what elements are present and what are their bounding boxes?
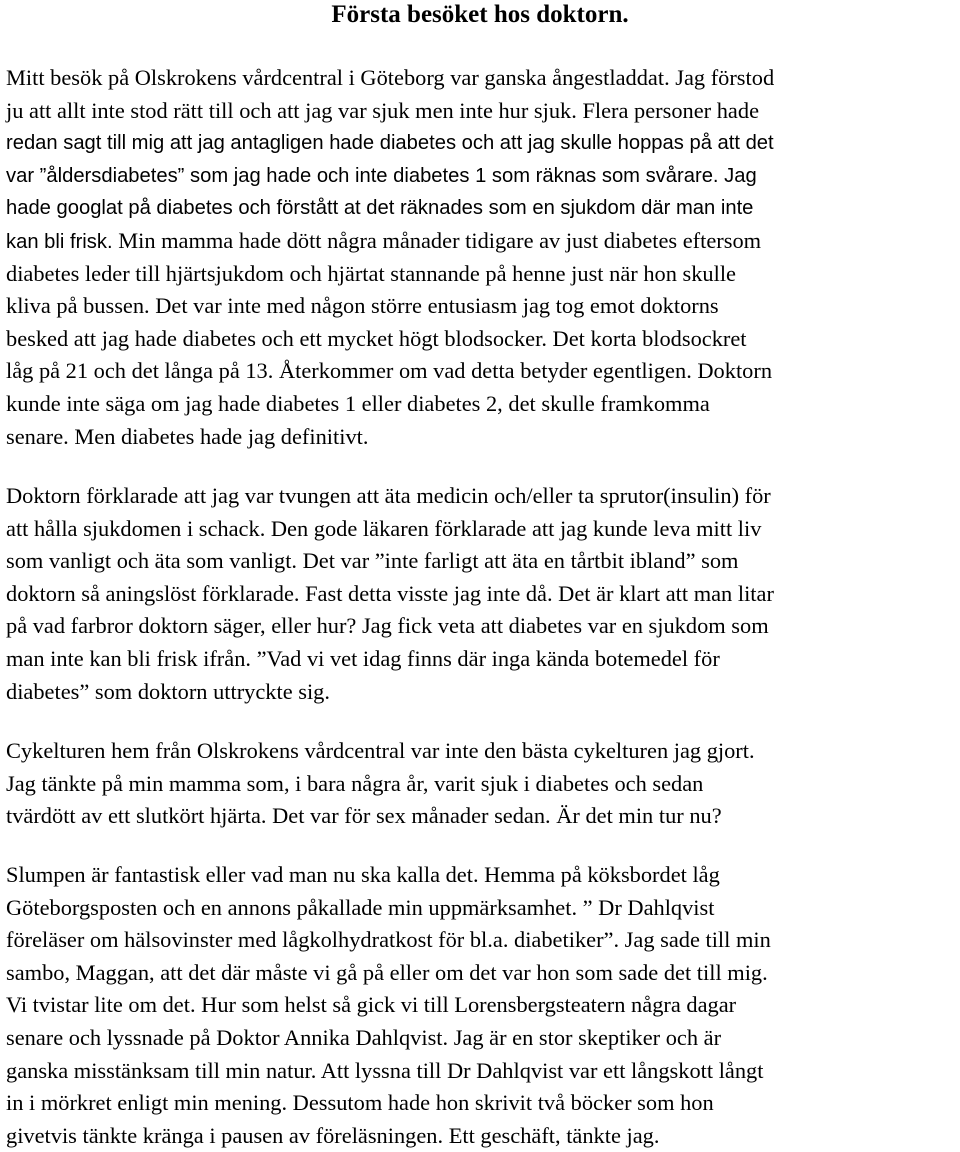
paragraph-line: ju att allt inte stod rätt till och att jag var sjuk men inte hur sjuk. Flera personer hade	[6, 97, 760, 123]
paragraph-line: hade googlat på diabetes och förstått at det räknades som en sjukdom där man inte	[6, 197, 754, 220]
paragraph-line: kunde inte säga om jag hade diabetes 1 eller diabetes 2, det skulle framkomma	[6, 390, 710, 416]
paragraph-line: som vanligt och äta som vanligt. Det var ”inte farligt att äta en tårtbit ibland” som	[6, 548, 739, 574]
paragraph-line: senare och lyssnade på Doktor Annika Dahlqvist. Jag är en stor skeptiker och är	[6, 1024, 722, 1050]
paragraph-line: föreläser om hälsovinster med lågkolhydratkost för bl.a. diabetiker”. Jag sade till min	[6, 927, 771, 953]
paragraph-line: var ”åldersdiabetes” som jag hade och inte diabetes 1 som räknas som svårare. Jag	[6, 164, 757, 187]
line-segment: kan bli frisk.	[6, 230, 119, 253]
paragraph-line: senare. Men diabetes hade jag definitivt.	[6, 423, 369, 449]
paragraph-line: diabetes leder till hjärtsjukdom och hjärtat stannande på henne just när hon skulle	[6, 260, 736, 286]
paragraph-line: tvärdött av ett slutkört hjärta. Det var för sex månader sedan. Är det min tur nu?	[6, 803, 722, 829]
paragraph-line: att hålla sjukdomen i schack. Den gode läkaren förklarade att jag kunde leva mitt liv	[6, 515, 762, 541]
paragraph-line	[6, 225, 958, 258]
paragraph-line	[6, 290, 958, 323]
paragraph-3	[6, 735, 958, 833]
paragraph-line: Doktorn förklarade att jag var tvungen att äta medicin och/eller ta sprutor(insulin) för	[6, 483, 771, 508]
paragraph-line: givetvis tänkte kränga i pausen av föreläsningen. Ett geschäft, tänkte jag.	[6, 1122, 660, 1148]
paragraph-4	[6, 859, 958, 1152]
paragraph-line: på vad farbror doktorn säger, eller hur? Jag fick veta att diabetes var en sjukdom som	[6, 613, 769, 639]
paragraph-line: Jag tänkte på min mamma som, i bara några år, varit sjuk i diabetes och sedan	[6, 770, 704, 796]
paragraph-2	[6, 480, 958, 708]
paragraph-line: ganska misstänksam till min natur. Att lyssna till Dr Dahlqvist var ett långskott långt	[6, 1057, 764, 1083]
line-segment: kliva på bussen.	[6, 293, 156, 319]
paragraph-line: Göteborgsposten och en annons påkallade min uppmärksamhet. ” Dr Dahlqvist	[6, 894, 715, 920]
document-title: Första besöket hos doktorn.	[331, 1, 629, 28]
paragraph-line: man inte kan bli frisk ifrån. ”Vad vi vet idag finns där inga kända botemedel för	[6, 645, 720, 671]
paragraph-line: doktorn så aningslöst förklarade. Fast detta visste jag inte då. Det är klart att man litar	[6, 580, 774, 606]
paragraph-line: redan sagt till mig att jag antagligen hade diabetes och att jag skulle hoppas på att det	[6, 132, 774, 155]
line-segment: Min mamma hade dött några månader tidigare av just diabetes eftersom	[118, 227, 762, 253]
paragraph-line: in i mörkret enligt min mening. Dessutom hade hon skrivit två böcker som hon	[6, 1090, 714, 1116]
paragraph-1	[6, 62, 958, 453]
paragraph-line: sambo, Maggan, att det där måste vi gå på eller om det var hon som sade det till mig.	[6, 959, 768, 985]
paragraph-line: Slumpen är fantastisk eller vad man nu ska kalla det. Hemma på köksbordet låg	[6, 862, 720, 887]
paragraph-line: låg på 21 och det långa på 13. Återkommer om vad detta betyder egentligen. Doktorn	[6, 358, 773, 384]
paragraph-line: Cykelturen hem från Olskrokens vårdcentral var inte den bästa cykelturen jag gjort.	[6, 738, 755, 763]
line-segment: Det var inte med någon större entusiasm jag tog emot doktorns	[155, 293, 719, 319]
paragraph-line: besked att jag hade diabetes och ett mycket högt blodsocker. Det korta blodsockret	[6, 325, 747, 351]
paragraph-line: Mitt besök på Olskrokens vårdcentral i Göteborg var ganska ångestladdat. Jag förstod	[6, 65, 775, 90]
paragraph-line: Vi tvistar lite om det. Hur som helst så gick vi till Lorensbergsteatern några dagar	[6, 992, 737, 1018]
paragraph-line: diabetes” som doktorn uttryckte sig.	[6, 678, 330, 704]
